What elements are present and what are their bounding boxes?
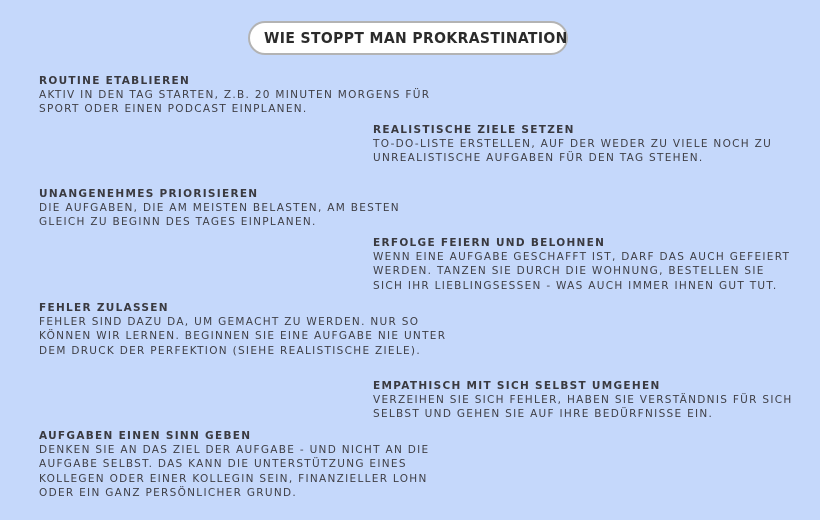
tip-line: KOLLEGEN ODER EINER KOLLEGIN SEIN, FINANZIELLER LOHN <box>39 472 428 485</box>
tip-allow-mistakes <box>39 301 446 358</box>
tip-line: GLEICH ZU BEGINN DES TAGES EINPLANEN. <box>39 216 317 229</box>
tip-title: FEHLER ZULASSEN <box>39 302 169 314</box>
tip-text <box>39 443 429 500</box>
tip-line: KÖNNEN WIR LERNEN. BEGINNEN SIE EINE AUFGABE NIE UNTER <box>39 330 447 343</box>
tip-line: TO-DO-LISTE ERSTELLEN, AUF DER WEDER ZU VIELE NOCH ZU <box>373 138 773 150</box>
tip-text <box>39 201 400 230</box>
tip-line: AKTIV IN DEN TAG STARTEN, Z.B. 20 MINUTEN MORGENS FÜR <box>39 89 431 101</box>
tip-title: UNANGENEHMES PRIORISIEREN <box>39 188 259 200</box>
search-input[interactable]: WIE STOPPT MAN PROKRASTINATION <box>264 29 568 47</box>
tip-line: ODER EIN GANZ PERSÖNLICHER GRUND. <box>39 486 298 499</box>
tip-realistic-goals <box>373 123 772 166</box>
tip-line: SPORT ODER EINEN PODCAST EINPLANEN. <box>39 103 308 116</box>
tip-line: WERDEN. TANZEN SIE DURCH DIE WOHNUNG, BESTELLEN SIE <box>373 265 765 278</box>
tip-text <box>373 137 772 166</box>
tip-text <box>39 315 446 358</box>
tip-title: REALISTISCHE ZIELE SETZEN <box>373 124 575 136</box>
tip-line: VERZEIHEN SIE SICH FEHLER, HABEN SIE VERSTÄNDNIS FÜR SICH <box>373 394 793 406</box>
tip-title: EMPATHISCH MIT SICH SELBST UMGEHEN <box>373 380 661 392</box>
tip-routine <box>39 74 430 117</box>
tip-title: ROUTINE ETABLIEREN <box>39 75 191 87</box>
tip-line: FEHLER SIND DAZU DA, UM GEMACHT ZU WERDEN. NUR SO <box>39 316 420 328</box>
tip-prioritize <box>39 187 400 230</box>
tip-line: DENKEN SIE AN DAS ZIEL DER AUFGABE - UND NICHT AN DIE <box>39 444 430 456</box>
tip-text <box>373 393 793 422</box>
tip-title: AUFGABEN EINEN SINN GEBEN <box>39 430 252 442</box>
tip-celebrate <box>373 236 790 293</box>
tip-line: SICH IHR LIEBLINGSESSEN - WAS AUCH IMMER IHNEN GUT TUT. <box>373 279 778 292</box>
tip-meaning <box>39 429 429 500</box>
tip-title: ERFOLGE FEIERN UND BELOHNEN <box>373 237 606 249</box>
tip-text <box>373 250 790 293</box>
tip-line: SELBST UND GEHEN SIE AUF IHRE BEDÜRFNISSE EIN. <box>373 408 714 421</box>
tip-empathy <box>373 379 793 422</box>
tip-line: UNREALISTISCHE AUFGABEN FÜR DEN TAG STEHEN. <box>373 152 704 165</box>
tip-line: DEM DRUCK DER PERFEKTION (SIEHE REALISTISCHE ZIELE). <box>39 344 421 357</box>
tip-text <box>39 88 430 117</box>
tip-line: AUFGABE SELBST. DAS KANN DIE UNTERSTÜTZUNG EINES <box>39 458 407 471</box>
search-bar[interactable] <box>248 21 568 55</box>
tip-line: DIE AUFGABEN, DIE AM MEISTEN BELASTEN, AM BESTEN <box>39 202 400 214</box>
tip-line: WENN EINE AUFGABE GESCHAFFT IST, DARF DAS AUCH GEFEIERT <box>373 251 791 263</box>
